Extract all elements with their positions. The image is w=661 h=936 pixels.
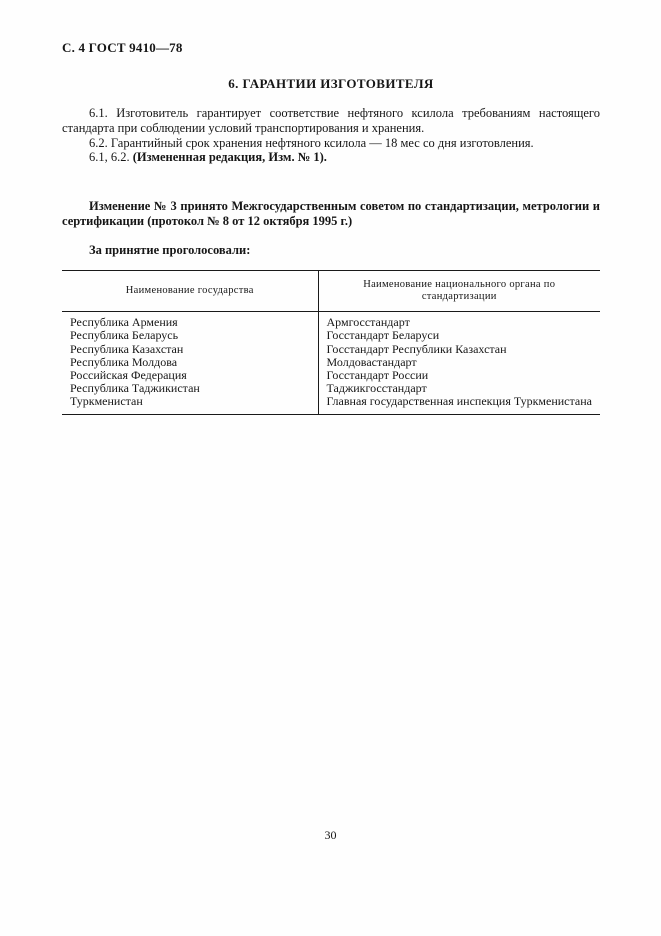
amendment-paragraph: Изменение № 3 принято Межгосударственным советом по стандартизации, метрологии и сертификации (протокол № 8 от 12 октября 1995 г.) <box>62 199 600 229</box>
table-row <box>62 369 600 382</box>
vote-table <box>62 270 600 414</box>
table-cell-state: Республика Армения <box>70 315 178 330</box>
table-row <box>62 343 600 356</box>
table-cell-state: Республика Таджикистан <box>70 382 200 396</box>
doc-header: С. 4 ГОСТ 9410—78 <box>62 40 183 55</box>
paragraph-6-1: 6.1. Изготовитель гарантирует соответствие нефтяного ксилола требованиям настоящего стандарта при соблюдении условий транспортирования и хранения. <box>62 106 600 135</box>
table-cell-state: Российская Федерация <box>70 369 187 382</box>
page-number: 30 <box>324 828 337 842</box>
revision-prefix: 6.1, 6.2. <box>89 150 133 165</box>
table-cell-body: Молдовастандарт <box>318 356 600 369</box>
table-row <box>62 382 600 395</box>
table-header-body: Наименование национального органа по стандартизации <box>318 271 600 312</box>
revision-note: (Измененная редакция, Изм. № 1). <box>132 150 327 165</box>
document-content <box>62 40 600 415</box>
table-cell-state: Республика Беларусь <box>70 329 179 343</box>
table-header-row <box>62 271 600 312</box>
table-header-state: Наименование государства <box>62 271 318 312</box>
table-row <box>62 329 600 342</box>
paragraph-6-2: 6.2. Гарантийный срок хранения нефтяного ксилола — 18 мес со дня изготовления. <box>89 135 534 150</box>
table-cell-state: Республика Казахстан <box>70 342 184 356</box>
table-cell-body: Госстандарт России <box>318 369 600 382</box>
table-cell-body: Госстандарт Республики Казахстан <box>318 343 600 356</box>
table-row <box>62 356 600 369</box>
table-cell-body: Армгосстандарт <box>318 312 600 330</box>
section-title: 6. ГАРАНТИИ ИЗГОТОВИТЕЛЯ <box>228 76 434 91</box>
vote-table-head <box>62 271 600 312</box>
paragraph-revision <box>62 150 600 165</box>
table-row <box>62 312 600 330</box>
table-cell-body: Главная государственная инспекция Туркменистана <box>318 395 600 414</box>
table-cell-state: Туркменистан <box>70 395 143 409</box>
table-row <box>62 395 600 414</box>
table-cell-body: Госстандарт Беларуси <box>318 329 600 342</box>
table-cell-state: Республика Молдова <box>70 355 178 369</box>
vote-table-body <box>62 312 600 414</box>
table-cell-body: Таджикгосстандарт <box>318 382 600 395</box>
vote-label: За принятие проголосовали: <box>89 243 251 258</box>
